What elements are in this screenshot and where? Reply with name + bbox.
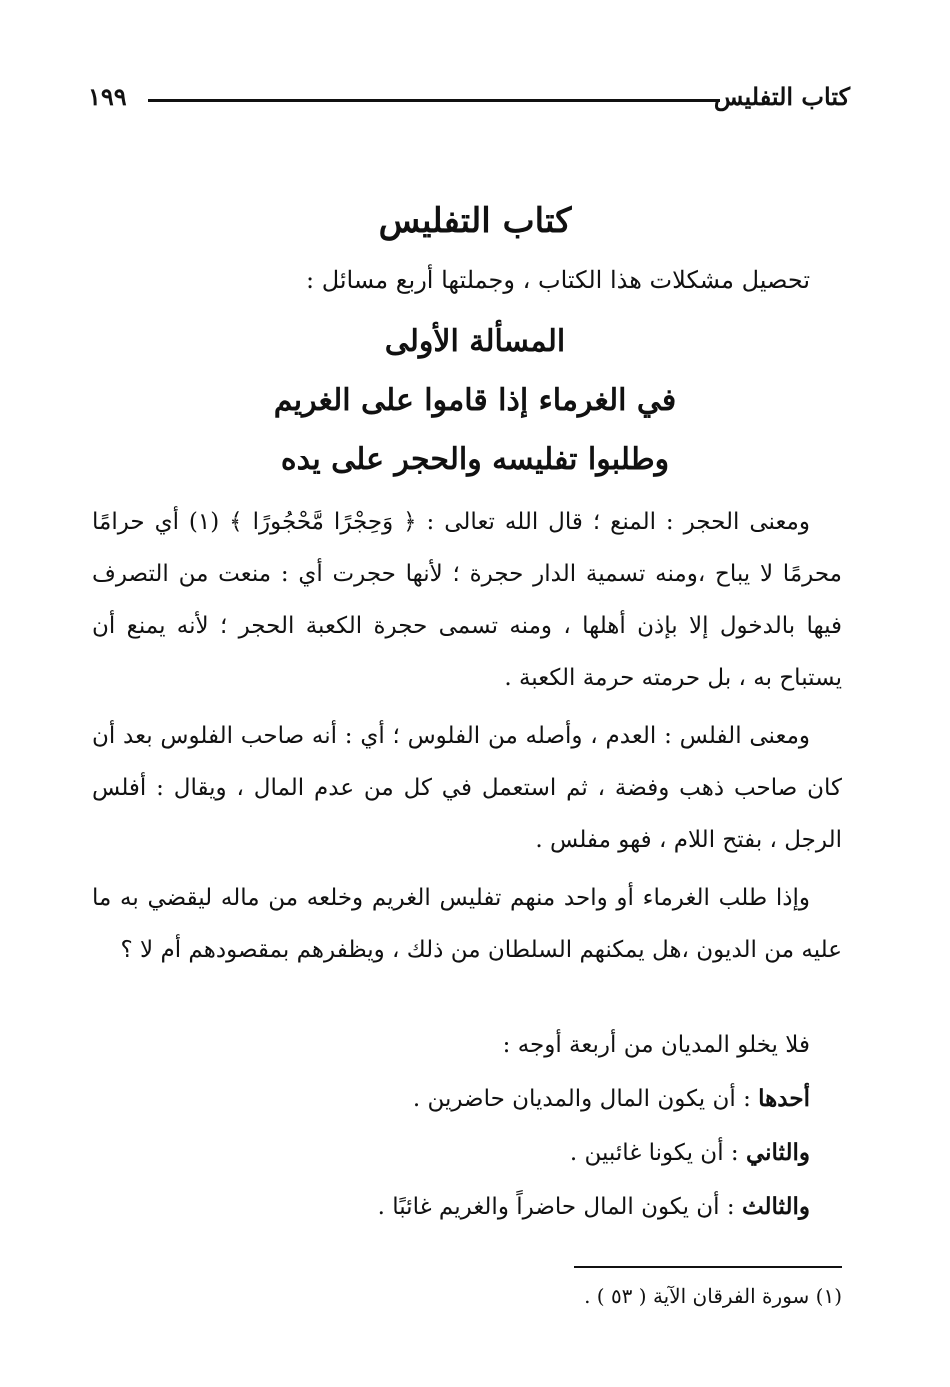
case-label: أحدها [758, 1085, 810, 1112]
issue-heading-line-1: في الغرماء إذا قاموا على الغريم [273, 383, 677, 418]
case-text: : أن يكون المال حاضراً والغريم غائبًا . [377, 1194, 742, 1220]
book-title: كتاب التفليس [378, 201, 572, 241]
case-item-3 [90, 1180, 810, 1234]
case-label: والثالث [741, 1193, 810, 1220]
running-head-rule [148, 99, 720, 102]
paragraph-falas: ومعنى الفلس : العدم ، وأصله من الفلوس ؛ أي : أنه صاحب الفلوس بعد أن كان صاحب ذهب وفضة ، ثم استعمل في كل من عدم المال ، ويقال : أفلس الرجل ، بفتح اللام ، فهو مفلس . [92, 723, 842, 853]
footnote-rule [574, 1266, 842, 1268]
case-text: : أن يكونا غائبين . [569, 1140, 746, 1166]
footnote: (١) سورة الفرقان الآية ( ٥٣ ) . [584, 1284, 842, 1308]
running-head [88, 80, 850, 120]
page-number: ١٩٩ [88, 82, 127, 111]
paragraph-hajr: ومعنى الحجر : المنع ؛ قال الله تعالى : ﴿ وَحِجْرًا مَّحْجُورًا ﴾ (١) أي حرامًا محرمًا لا يباح ،ومنه تسمية الدار حجرة ؛ لأنها حجرت أي : منعت من التصرف فيها بالدخول إلا بإذن أهلها ، ومنه تسمى حجرة الكعبة الحجر ؛ لأنه يمنع أن يستباح به ، بل حرمته حرمة الكعبة . [92, 509, 842, 691]
case-label: والثاني [745, 1139, 810, 1166]
case-item-2 [90, 1126, 810, 1180]
case-item-1 [90, 1072, 810, 1126]
case-list [90, 1018, 810, 1234]
issue-title: المسألة الأولى [384, 324, 566, 359]
case-text: : أن يكون المال والمديان حاضرين . [412, 1086, 759, 1112]
issue-heading-line-2: وطلبوا تفليسه والحجر على يده [280, 442, 670, 477]
body-text [92, 496, 842, 982]
running-head-title: كتاب التفليس [713, 82, 850, 111]
cases-intro: فلا يخلو المديان من أربعة أوجه : [502, 1032, 810, 1058]
chapter-intro: تحصيل مشكلات هذا الكتاب ، وجملتها أربع مسائل : [305, 266, 810, 294]
paragraph-creditors: وإذا طلب الغرماء أو واحد منهم تفليس الغريم وخلعه من ماله ليقضي به ما عليه من الديون ،هل يمكنهم السلطان من ذلك ، ويظفرهم بمقصودهم أم لا ؟ [92, 885, 842, 963]
